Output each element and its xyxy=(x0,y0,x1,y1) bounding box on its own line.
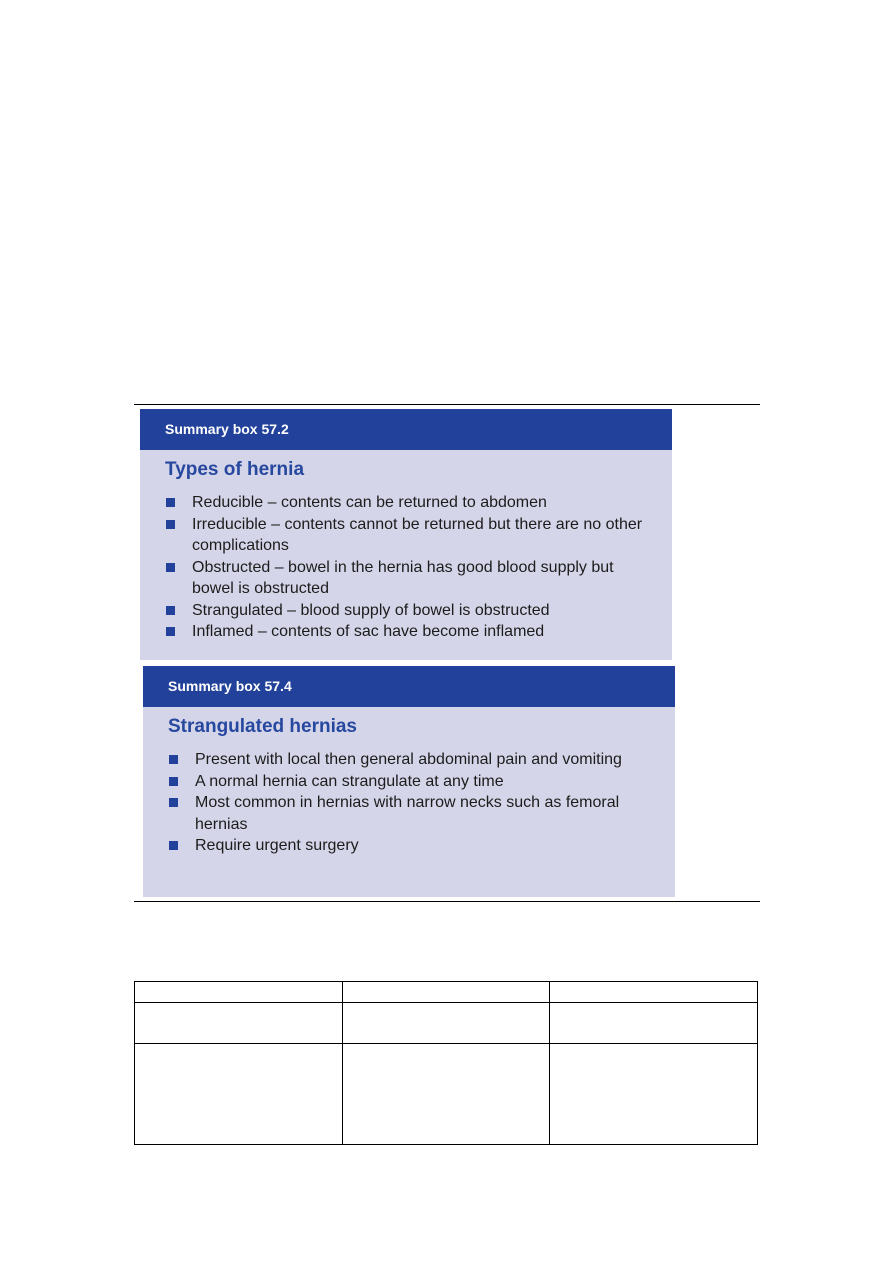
list-item-text: Present with local then general abdominal pain and vomiting xyxy=(195,751,622,768)
square-bullet-icon xyxy=(166,498,175,507)
square-bullet-icon xyxy=(169,798,178,807)
list-item-text: Irreducible – contents cannot be returned but there are no other complications xyxy=(192,515,643,554)
square-bullet-icon xyxy=(169,777,178,786)
table-cell xyxy=(135,982,343,1003)
summary-box-title: Strangulated hernias xyxy=(168,716,357,737)
list-item xyxy=(168,835,675,857)
summary-box-header: Summary box 57.2 xyxy=(140,409,672,450)
summary-box-types-of-hernia xyxy=(140,409,672,660)
summary-box-list xyxy=(143,749,675,857)
summary-box-strangulated-hernias xyxy=(143,666,675,897)
list-item xyxy=(168,749,675,771)
list-item xyxy=(168,771,675,793)
list-item-text: Reducible – contents can be returned to abdomen xyxy=(192,494,547,511)
list-item xyxy=(165,492,672,514)
bottom-rule xyxy=(134,901,760,902)
summary-box-header: Summary box 57.4 xyxy=(143,666,675,707)
table-cell xyxy=(135,1003,343,1044)
table-cell xyxy=(550,1003,758,1044)
top-rule xyxy=(134,404,760,405)
table-cell xyxy=(550,1044,758,1145)
list-item xyxy=(168,792,675,835)
list-item-text: Most common in hernias with narrow necks such as femoral hernias xyxy=(195,794,620,833)
table-row xyxy=(135,1044,758,1145)
list-item xyxy=(165,514,672,557)
square-bullet-icon xyxy=(166,520,175,529)
table-cell xyxy=(342,1003,550,1044)
list-item xyxy=(165,621,672,643)
list-item-text: A normal hernia can strangulate at any time xyxy=(195,772,504,790)
table-row xyxy=(135,1003,758,1044)
table-cell xyxy=(342,1044,550,1145)
list-item-text: Require urgent surgery xyxy=(195,837,359,854)
table-cell xyxy=(550,982,758,1003)
empty-table xyxy=(134,981,758,1145)
square-bullet-icon xyxy=(169,755,178,764)
table-cell xyxy=(135,1044,343,1145)
list-item xyxy=(165,600,672,622)
table-cell xyxy=(342,982,550,1003)
summary-box-list xyxy=(140,492,672,643)
square-bullet-icon xyxy=(166,563,175,572)
square-bullet-icon xyxy=(169,841,178,850)
square-bullet-icon xyxy=(166,627,175,636)
summary-box-title: Types of hernia xyxy=(165,459,305,480)
list-item-text: Obstructed – bowel in the hernia has good blood supply but bowel is obstructed xyxy=(192,558,614,597)
square-bullet-icon xyxy=(166,606,175,615)
table-row xyxy=(135,982,758,1003)
list-item xyxy=(165,557,672,600)
list-item-text: Strangulated – blood supply of bowel is obstructed xyxy=(192,601,550,619)
list-item-text: Inflamed – contents of sac have become inflamed xyxy=(192,623,545,640)
